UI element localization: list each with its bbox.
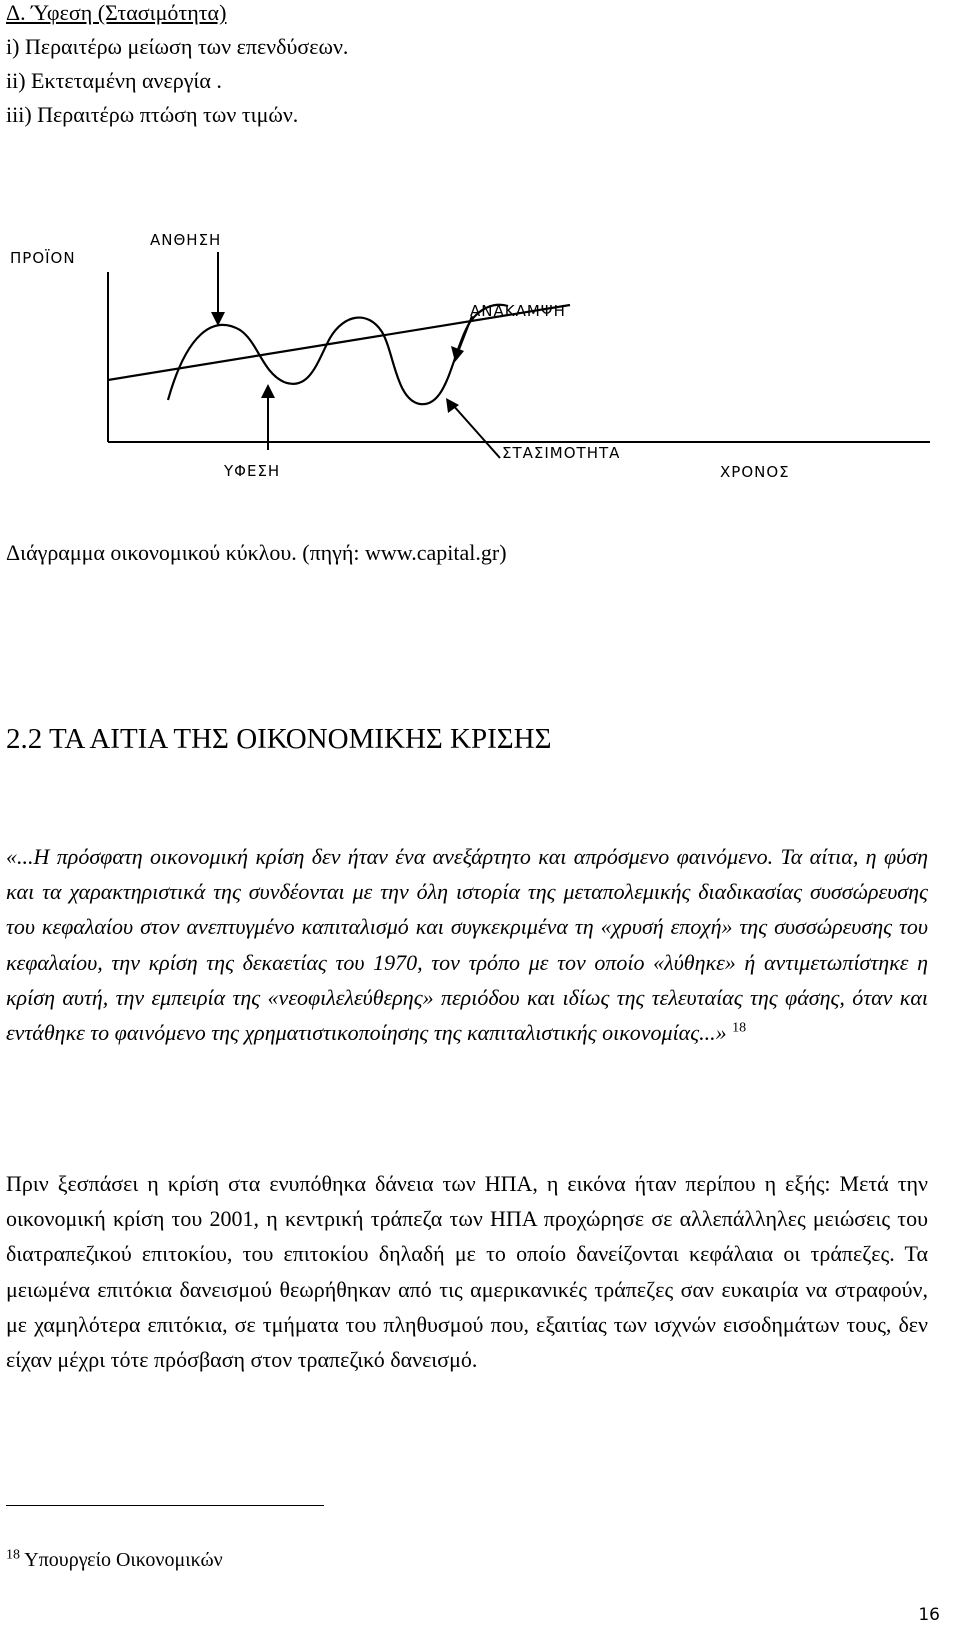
footnote-ref: 18 <box>732 1020 747 1036</box>
product-label: ΠΡΟΪΟΝ <box>10 249 76 267</box>
boom-label: ΑΝΘΗΣΗ <box>150 231 222 249</box>
time-label: ΧΡΟΝΟΣ <box>720 463 790 481</box>
list-item: ii) Εκτεταμένη ανεργία . <box>6 68 222 93</box>
footnote-divider <box>6 1505 324 1506</box>
stagnation-label: ΣΤΑΣΙΜΟΤΗΤΑ <box>502 444 621 462</box>
recession-arrowhead <box>261 384 275 398</box>
recovery-label: ΑΝΑΚΑΜΨΗ <box>470 302 566 320</box>
recession-label: ΥΦΕΣΗ <box>224 462 281 480</box>
page-number: 16 <box>918 1605 940 1625</box>
body-paragraph <box>6 1166 928 1377</box>
section-heading: 2.2 ΤΑ ΑΙΤΙΑ ΤΗΣ ΟΙΚΟΝΟΜΙΚΗΣ ΚΡΙΣΗΣ <box>6 723 552 755</box>
footnote-text: Υπουργείο Οικονομικών <box>24 1549 223 1571</box>
diagram-caption: Διάγραμμα οικονομικού κύκλου. (πηγή: www.capital.gr) <box>6 540 507 565</box>
list-item: i) Περαιτέρω μείωση των επενδύσεων. <box>6 34 349 59</box>
footnote <box>6 1548 223 1572</box>
section-title: Δ. Ύφεση (Στασιμότητα) <box>6 0 227 25</box>
quote-block <box>6 839 928 1050</box>
footnote-number: 18 <box>6 1547 20 1563</box>
economic-cycle-diagram <box>0 220 960 520</box>
paragraph-text: Πριν ξεσπάσει η κρίση στα ενυπόθηκα δάνεια των ΗΠΑ, η εικόνα ήταν περίπου η εξής: Μετά την οικονομική κρίση του 2001, η κεντρική τράπεζα των ΗΠΑ προχώρησε σε αλλεπάλληλες μειώσεις του διατραπεζικού επιτοκίου, του επιτοκίου δηλαδή με το οποίο δανείζονται κεφάλαια οι τράπεζες. Τα μειωμένα επιτόκια δανεισμού θεωρήθηκαν από τις αμερικανικές τράπεζες σαν ευκαιρία να στραφούν, με χαμηλότερα επιτόκια, σε τμήματα του πληθυσμού που, εξαιτίας των ισχνών εισοδημάτων τους, δεν είχαν μέχρι τότε πρόσβαση στον τραπεζικό δανεισμό. <box>6 1171 928 1373</box>
list-item: iii) Περαιτέρω πτώση των τιμών. <box>6 102 299 127</box>
quote-text: «...Η πρόσφατη οικονομική κρίση δεν ήταν ένα ανεξάρτητο και απρόσμενο φαινόμενο. Τα αίτια, η φύση και τα χαρακτηριστικά της συνδέονται με την όλη ιστορία της μεταπολεμικής διαδικασίας συσσώρευσης του κεφαλαίου στον ανεπτυγμένο καπιταλισμό και συγκεκριμένα τη «χρυσή εποχή» της συσσώρευσης του κεφαλαίου, την κρίση της δεκαετίας του 1970, τον τρόπο με τον οποίο «λύθηκε» ή αντιμετωπίστηκε η κρίση αυτή, την εμπειρία της «νεοφιλελεύθερης» περιόδου και ιδίως της τελευταίας της φάσης, όταν και εντάθηκε το φαινόμενο της χρηματιστικοποίησης της καπιταλιστικής οικονομίας...» <box>6 844 928 1046</box>
stagnation-arrow <box>452 404 500 458</box>
